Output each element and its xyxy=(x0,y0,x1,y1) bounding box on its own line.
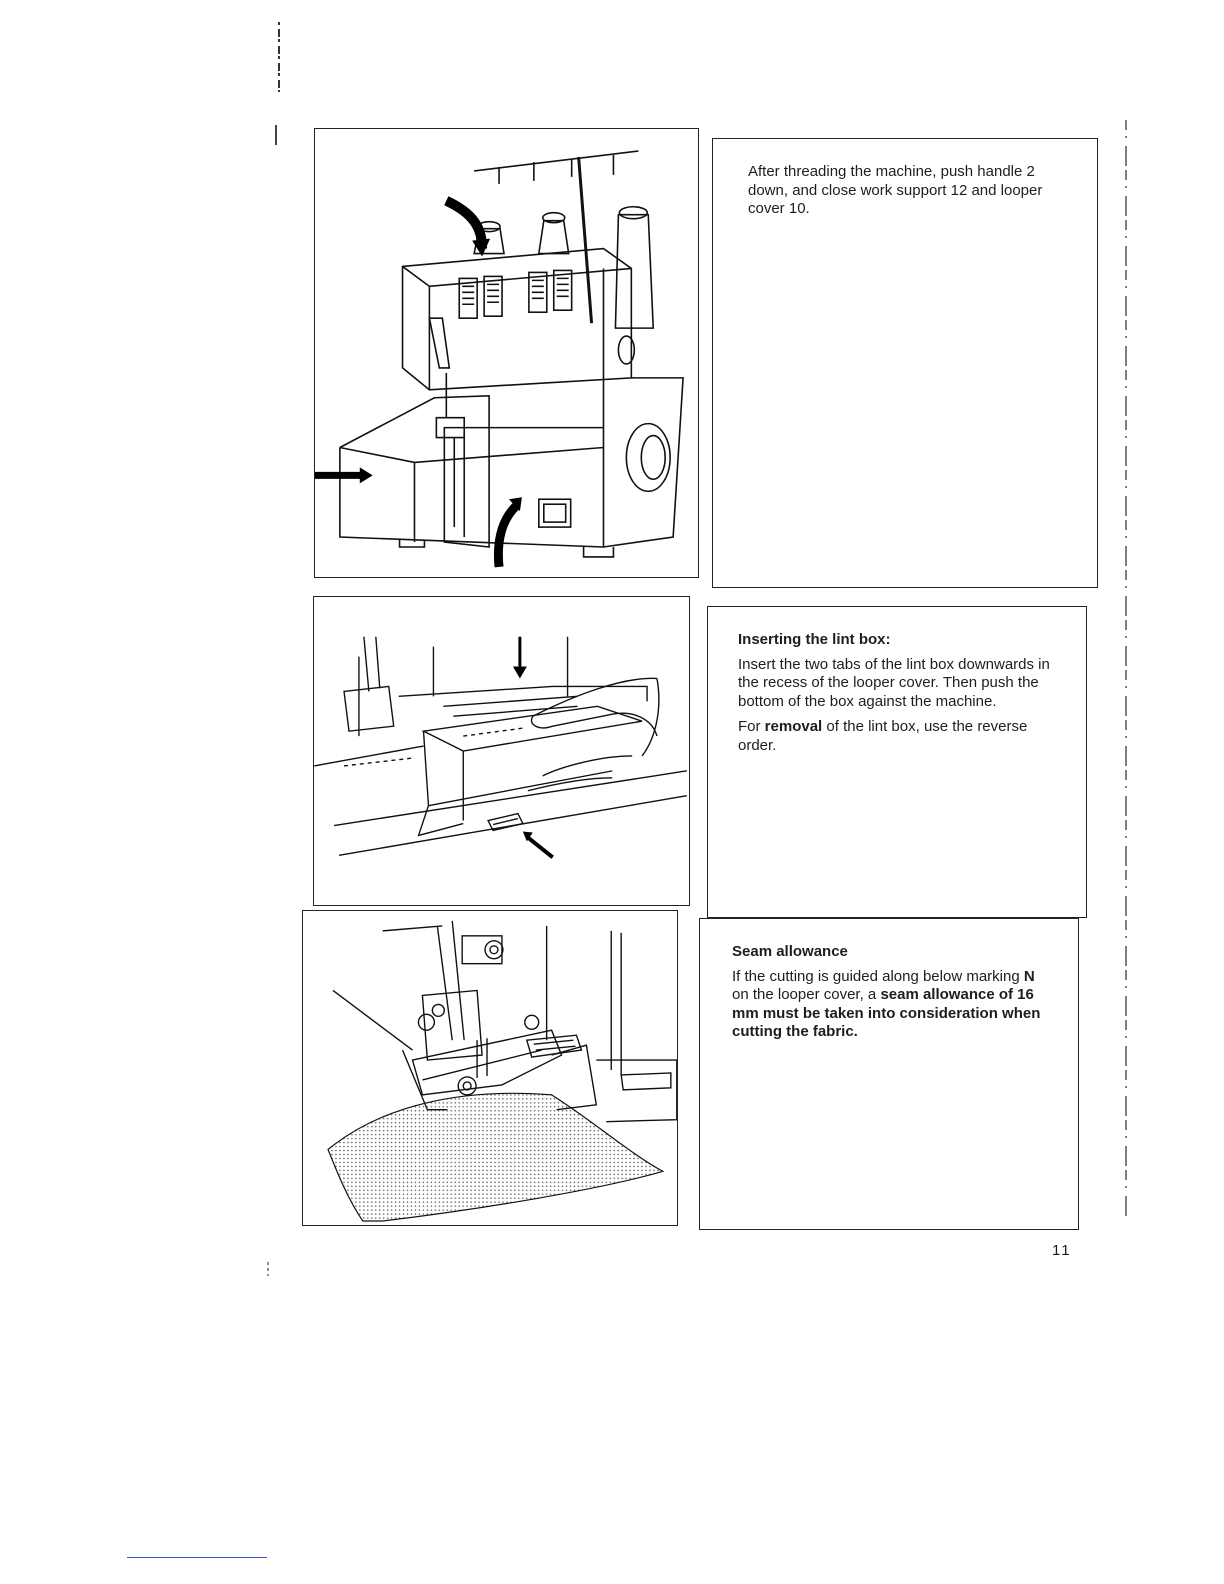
lint-box-heading: Inserting the lint box: xyxy=(738,631,891,648)
scan-right-edge xyxy=(1122,120,1130,1220)
figure-presser-foot xyxy=(302,910,678,1226)
seam-prefix: If the cutting is guided along below marking xyxy=(732,967,1024,985)
threading-instructions xyxy=(748,163,1078,226)
seam-allowance-paragraph xyxy=(732,968,1052,1042)
marking-letter: N xyxy=(1023,967,1035,985)
lint-box-insertion-illustration xyxy=(314,597,689,905)
seam-allowance-heading: Seam allowance xyxy=(732,943,848,960)
removal-keyword: removal xyxy=(764,718,823,735)
scan-mark-bottom xyxy=(266,1262,270,1276)
scan-mark-mid xyxy=(275,125,277,145)
bottom-rule xyxy=(127,1557,267,1558)
page-number: 11 xyxy=(1052,1242,1072,1259)
serger-machine-illustration xyxy=(315,129,698,577)
lint-box-instructions xyxy=(738,631,1058,762)
presser-foot-fabric-illustration xyxy=(303,911,677,1225)
seam-middle: on the looper cover, a xyxy=(732,986,881,1003)
threading-paragraph: After threading the machine, push handle 2 down, and close work support 12 and looper cover 10. xyxy=(748,163,1043,217)
seam-bold-statement: seam allowance of 16 mm must be taken into consideration when cutting the fabric. xyxy=(732,986,1041,1040)
removal-suffix: of the lint box, use the reverse order. xyxy=(738,718,1028,754)
panel-seam-allowance-text xyxy=(699,918,1079,1230)
figure-serger-machine xyxy=(314,128,699,578)
figure-lint-box xyxy=(313,596,690,906)
panel-threading-text xyxy=(712,138,1098,588)
lint-box-insert-paragraph: Insert the two tabs of the lint box downwards in the recess of the looper cover. Then push the bottom of the box against the machine. xyxy=(738,655,1050,710)
seam-allowance-instructions xyxy=(732,943,1052,1049)
removal-prefix: For xyxy=(738,718,765,735)
panel-lint-box-text xyxy=(707,606,1087,918)
lint-box-removal-paragraph xyxy=(738,718,1058,755)
scan-mark-top xyxy=(276,22,282,92)
